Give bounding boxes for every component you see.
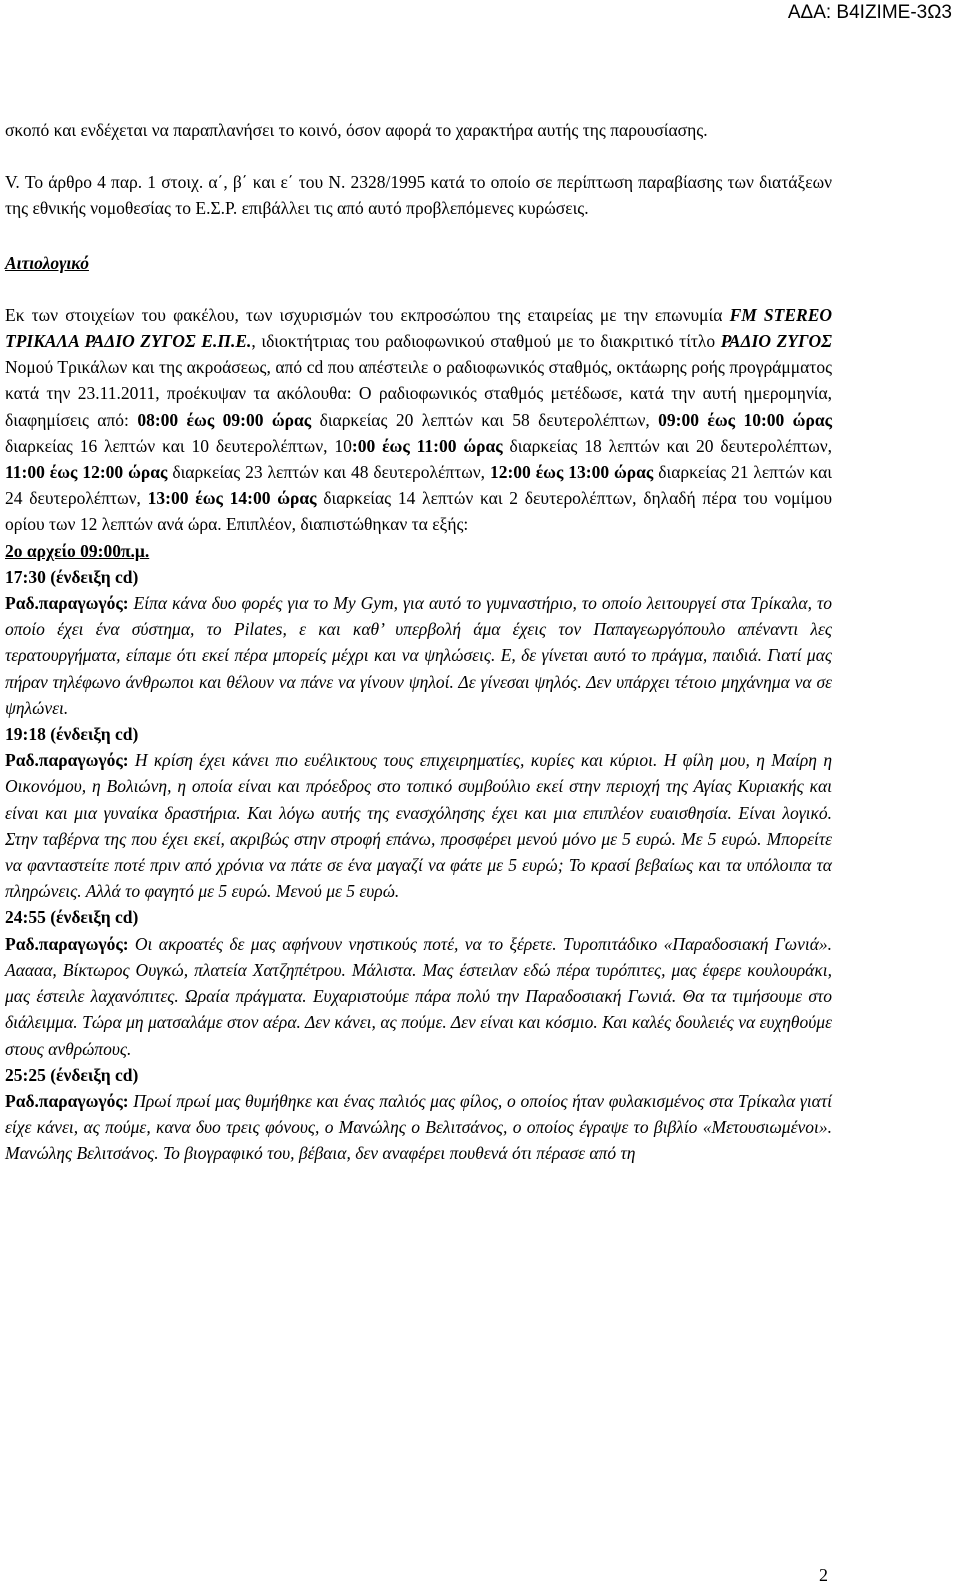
station-title: ΡΑΔΙΟ ΖΥΓΟΣ (720, 331, 832, 352)
ada-code: ΑΔΑ: Β4ΙΖΙΜΕ-3Ω3 (787, 2, 952, 23)
paragraph-2: V. Το άρθρο 4 παρ. 1 στοιχ. α΄, β΄ και ε΄ του Ν. 2328/1995 κατά το οποίο σε περίπτωση παραβίασης των διατάξεων της εθνικής νομοθεσίας το Ε.Σ.Ρ. επιβάλλει τις από αυτό προβλεπόμενες κυρώσεις. (5, 172, 832, 219)
section-heading: Αιτιολογικό (5, 252, 89, 273)
company-name: FM STEREO ΤΡΙΚΑΛΑ ΡΑΔΙΟ ΖΥΓΟΣ Ε.Π.Ε. (5, 304, 832, 352)
producer-label: Ραδ.παραγωγός: (5, 593, 129, 614)
entry-time: 24:55 (ένδειξη cd) (5, 907, 139, 928)
entry-time: 25:25 (ένδειξη cd) (5, 1064, 139, 1085)
paragraph-1: σκοπό και ενδέχεται να παραπλανήσει το κοινό, όσον αφορά το χαρακτήρα αυτής της παρουσίασης. (5, 120, 708, 140)
entry-text: Ραδ.παραγωγός: Πρωί πρωί μας θυμήθηκε και ένας παλιός μας φίλος, ο οποίος ήταν φυλακισμένος στα Τρίκαλα γιατί είχε κάνει, ας πούμε, κανα δυο τρεις φόνους, ο Μανώλης ο Βελιτσάνος, ο οποίος έγραψε το βιβλίο «Μετουσιωμένοι». Μανώλης Βελιτσάνος. Το βιογραφικό του, βέβαια, δεν αναφέρει πουθενά ότι πέρασε από τη (5, 1090, 832, 1164)
entry-text: Ραδ.παραγωγός: Είπα κάνα δυο φορές για το My Gym, για αυτό το γυμναστήριο, το οποίο λειτουργεί στα Τρίκαλα, το οποίο έχει ένα σύστημα, το Pilates, ε και καθ’ υπερβολή άμα έχεις τον Παπαγεωργόπουλο απέναντι λες τερατουργήματα, είπαμε ότι εκεί πέρα μπορείς μέχρι και να ψηλώσεις. Ε, δε γίνεται αυτό το πράγμα, παιδιά. Γιατί μας πήραν τηλέφωνο άνθρωποι και θέλουν να πάνε να γίνουν ψηλοί. Δε γίνεσαι ψηλός. Δεν υπάρχει τέτοιο μηχάνημα να σε ψηλώνει. (5, 593, 832, 718)
entry-time: 19:18 (ένδειξη cd) (5, 724, 139, 745)
producer-label: Ραδ.παραγωγός: (5, 1090, 129, 1111)
producer-label: Ραδ.παραγωγός: (5, 933, 129, 954)
archive-title: 2ο αρχείο 09:00π.μ. (5, 540, 150, 561)
paragraph-3: Εκ των στοιχείων του φακέλου, των ισχυρισμών του εκπροσώπου της εταιρείας με την επωνυμία FM STEREO ΤΡΙΚΑΛΑ ΡΑΔΙΟ ΖΥΓΟΣ Ε.Π.Ε., ιδιοκτήτριας του ραδιοφωνικού σταθμού με το διακριτικό τίτλο ΡΑΔΙΟ ΖΥΓΟΣ Νομού Τρικάλων και της ακροάσεως, από cd που απέστειλε ο ραδιοφωνικός σταθμός, οκτάωρης ροής προγράμματος κατά την 23.11.2011, προέκυψαν τα ακόλουθα: Ο ραδιοφωνικός σταθμός μετέδωσε, κατά την αυτή ημερομηνία, διαφημίσεις από: 08:00 έως 09:00 ώρας διαρκείας 20 λεπτών και 58 δευτερολέπτων, 09:00 έως 10:00 ώρας διαρκείας 16 λεπτών και 10 δευτερολέπτων, 10:00 έως 11:00 ώρας διαρκείας 18 λεπτών και 20 δευτερολέπτων, 11:00 έως 12:00 ώρας διαρκείας 23 λεπτών και 48 δευτερολέπτων, 12:00 έως 13:00 ώρας διαρκείας 21 λεπτών και 24 δευτερολέπτων, 13:00 έως 14:00 ώρας διαρκείας 14 λεπτών και 2 δευτερολέπτων, δηλαδή πέρα του νομίμου ορίου των 12 λεπτών ανά ώρα. Επιπλέον, διαπιστώθηκαν τα εξής: (5, 304, 833, 535)
time-range: 13:00 έως 14:00 ώρας (147, 488, 317, 509)
time-range: 08:00 έως 09:00 ώρας (137, 409, 312, 430)
entry-text: Ραδ.παραγωγός: Οι ακροατές δε μας αφήνουν νηστικούς ποτέ, να το ξέρετε. Τυροπιτάδικο «Παραδοσιακή Γωνιά». Ααααα, Βίκτωρος Ουγκώ, πλατεία Χατζηπέτρου. Μάλιστα. Μας έστειλαν εδώ πέρα τυρόπιτες, μας έφερε κουλουράκι, μας έστειλε λαχανόπιτες. Ωραία πράγματα. Ευχαριστούμε πάρα πολύ την Παραδοσιακή Γωνιά. Θα τα τιμήσουμε στο διάλειμμα. Τώρα μη ματσαλάμε στον αέρα. Δεν κάνει, ας πούμε. Δεν είναι και κόσμιο. Και καλές δουλειές να ευχηθούμε στους ανθρώπους. (5, 933, 833, 1059)
time-range: :00 έως 11:00 ώρας (351, 435, 503, 456)
document-body (5, 117, 832, 1167)
time-range: 11:00 έως 12:00 ώρας (5, 462, 168, 483)
time-range: 12:00 έως 13:00 ώρας (489, 462, 654, 483)
page-number: 2 (819, 1565, 828, 1585)
time-range: 09:00 έως 10:00 ώρας (658, 409, 832, 430)
entry-time: 17:30 (ένδειξη cd) (5, 566, 139, 587)
entry-text: Ραδ.παραγωγός: Η κρίση έχει κάνει πιο ευέλικτους τους επιχειρηματίες, κυρίες και κύριοι. Η φίλη μου, η Μαίρη η Οικονόμου, η Βολιώνη, η οποία είναι και πρόεδρος στο τοπικό συμβούλιο εκεί στην περιοχή της Αγίας Κυριακής και είναι και μια γυναίκα δραστήρια. Και λόγω αυτής της ενασχόλησης έχει και μια επιπλέον ευαισθησία. Είναι λογικό. Στην ταβέρνα της που έχει εκεί, ακριβώς στην στροφή επάνω, προσφέρει μενού μόνο με 5 ευρώ. Με 5 ευρώ. Μπορείτε να φανταστείτε ποτέ πριν από χρόνια να πάτε σε ένα μαγαζί να φάτε με 5 ευρώ; Το κρασί βεβαίως και τα υπόλοιπα τα πληρώνεις. Αλλά το φαγητό με 5 ευρώ. Μενού με 5 ευρώ. (5, 750, 833, 902)
producer-label: Ραδ.παραγωγός: (5, 750, 129, 771)
